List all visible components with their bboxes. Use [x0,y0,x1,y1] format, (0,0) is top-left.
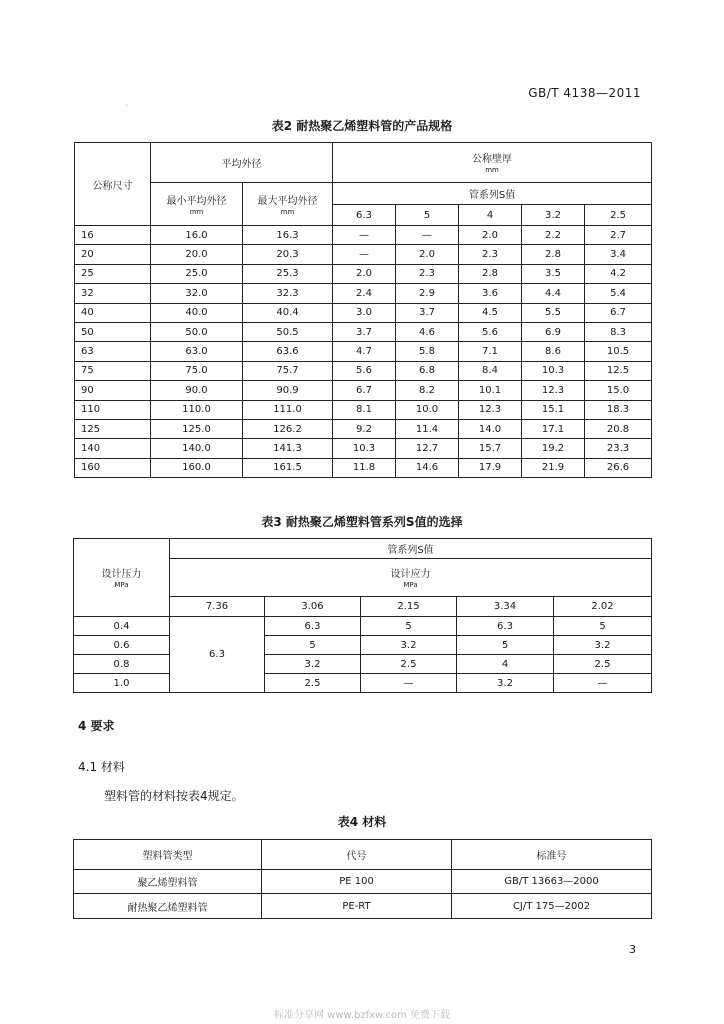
table2-cell: 12.3 [522,381,585,400]
table2-cell: 63.6 [243,342,333,361]
table2-header-min-od [151,183,243,226]
table3-stress-cell: 3.34 [457,597,554,617]
table3-cell: 6.3 [265,617,361,636]
table2-cell: 3.5 [522,264,585,283]
table2-cell: — [333,245,396,264]
table2-cell: 6.8 [396,361,459,380]
table2-cell: 8.6 [522,342,585,361]
table2-cell: 126.2 [243,419,333,438]
table2-cell: 32.3 [243,284,333,303]
table2-cell: 50.0 [151,322,243,341]
table2-cell: 15.0 [585,381,652,400]
table2-cell: 4.6 [396,322,459,341]
table2-cell: 21.9 [522,458,585,477]
table2-nominal-cell: 110 [75,400,151,419]
table2-cell: 17.1 [522,419,585,438]
table4-cell: PE 100 [262,870,452,894]
table2-nominal-cell: 125 [75,419,151,438]
table2-cell: 3.4 [585,245,652,264]
table2-header-max-od-unit: mm [280,207,295,216]
table2-cell: 75.7 [243,361,333,380]
table3-header-design-pressure-label: 设计压力 [101,569,142,580]
table2-row [75,303,652,322]
table2-nominal-cell: 40 [75,303,151,322]
table2-header-min-od-label: 最小平均外径 [166,195,227,207]
table2-cell: 63.0 [151,342,243,361]
table2-cell: 140.0 [151,439,243,458]
table2-cell: 5.6 [333,361,396,380]
table3-cell: 2.5 [361,655,457,674]
table3-header-design-stress [170,559,652,597]
table3-cell: 3.2 [361,636,457,655]
table2-nominal-cell: 32 [75,284,151,303]
table2-header-max-od [243,183,333,226]
table2-cell: 2.0 [333,264,396,283]
table2-cell: 15.7 [459,439,522,458]
table2-cell: 2.0 [459,226,522,245]
table2-cell: 50.5 [243,322,333,341]
table2-cell: 25.0 [151,264,243,283]
table2-cell: 8.1 [333,400,396,419]
table3-stress-cell: 3.06 [265,597,361,617]
table2-row [75,264,652,283]
table3-cell: 2.5 [554,655,652,674]
table2-cell: 2.4 [333,284,396,303]
table2-header-wall [333,143,652,183]
table2-cell: 10.0 [396,400,459,419]
table2-cell: 12.5 [585,361,652,380]
table3-cell: 2.5 [265,674,361,693]
table2-cell: 10.5 [585,342,652,361]
table3-merged-cell: 6.3 [170,617,265,693]
table2-header-min-od-unit: mm [189,207,204,216]
table3-stress-cell: 2.02 [554,597,652,617]
table2-nominal-cell: 63 [75,342,151,361]
table2-series-cell: 5 [396,205,459,226]
table2-row [75,419,652,438]
table2-cell: 2.8 [459,264,522,283]
table2-cell: 111.0 [243,400,333,419]
table4-header: 代号 [262,840,452,870]
table3-header-design-pressure [74,539,170,617]
table2-cell: 6.7 [333,381,396,400]
table2-cell: — [396,226,459,245]
table3-header-design-stress-label: 设计应力 [390,569,431,580]
table3-cell: — [554,674,652,693]
table2-cell: 4.4 [522,284,585,303]
table2-row [75,381,652,400]
table2-cell: 20.3 [243,245,333,264]
table2-cell: 2.9 [396,284,459,303]
table2-cell: 19.2 [522,439,585,458]
table2-cell: 141.3 [243,439,333,458]
table2-nominal-cell: 16 [75,226,151,245]
section-4-1-title: 4.1 材料 [78,760,125,774]
table2-cell: 18.3 [585,400,652,419]
table2-nominal-cell: 140 [75,439,151,458]
table3-cell: — [361,674,457,693]
table2-cell: 8.4 [459,361,522,380]
table3-pressure-cell: 0.4 [74,617,170,636]
table2-cell: 16.0 [151,226,243,245]
table2-row [75,226,652,245]
table2-header-series: 管系列S值 [333,183,652,205]
table3-cell: 5 [361,617,457,636]
table2-cell: 3.7 [333,322,396,341]
section-4-title: 4 要求 [78,719,115,733]
table2-cell: 5.5 [522,303,585,322]
table2-cell: 2.0 [396,245,459,264]
table4-cell: 聚乙烯塑料管 [74,870,262,894]
table2-cell: 6.9 [522,322,585,341]
table2-cell: 40.0 [151,303,243,322]
table2-row [75,322,652,341]
table2-series-cell: 6.3 [333,205,396,226]
table2-cell: 7.1 [459,342,522,361]
table2-caption: 表2 耐热聚乙烯塑料管的产品规格 [271,119,453,133]
table2-cell: 20.8 [585,419,652,438]
scan-speck: ˋ [125,104,129,113]
table2-row [75,361,652,380]
table2-series-cell: 3.2 [522,205,585,226]
table4-cell: PE-RT [262,894,452,919]
table2-cell: 2.3 [459,245,522,264]
table2-cell: 5.6 [459,322,522,341]
table2-cell: 8.3 [585,322,652,341]
table2-cell: 90.0 [151,381,243,400]
table2-cell: 16.3 [243,226,333,245]
table2-row [75,245,652,264]
table2-cell: 2.3 [396,264,459,283]
footer-watermark: 标准分享网 www.bzfxw.com 免费下载 [274,1010,450,1021]
table2-series-cell: 2.5 [585,205,652,226]
table4-cell: GB/T 13663—2000 [452,870,652,894]
table2-cell: 6.7 [585,303,652,322]
table2-cell: — [333,226,396,245]
table2-nominal-cell: 50 [75,322,151,341]
table4-cell: CJ/T 175—2002 [452,894,652,919]
table2-header-wall-unit: mm [485,166,499,174]
table2-header-nominal: 公称尺寸 [75,143,151,226]
table2-header-wall-label: 公称壁厚 [472,154,513,165]
table2 [74,142,652,478]
table2-row [75,458,652,477]
table2-row [75,284,652,303]
table4-header: 标准号 [452,840,652,870]
table2-cell: 2.7 [585,226,652,245]
table3-stress-cell: 2.15 [361,597,457,617]
table2-cell: 125.0 [151,419,243,438]
table2-cell: 4.2 [585,264,652,283]
table2-cell: 2.2 [522,226,585,245]
table2-cell: 10.3 [522,361,585,380]
table3-cell: 3.2 [265,655,361,674]
table2-series-cell: 4 [459,205,522,226]
table2-nominal-cell: 25 [75,264,151,283]
table2-row [75,342,652,361]
table2-nominal-cell: 160 [75,458,151,477]
table2-row [75,439,652,458]
table2-cell: 25.3 [243,264,333,283]
table2-cell: 17.9 [459,458,522,477]
table2-cell: 161.5 [243,458,333,477]
table2-cell: 26.6 [585,458,652,477]
table2-cell: 9.2 [333,419,396,438]
table2-cell: 75.0 [151,361,243,380]
table2-header-max-od-label: 最大平均外径 [257,195,318,207]
table3-pressure-cell: 0.6 [74,636,170,655]
table2-cell: 11.4 [396,419,459,438]
table3-stress-cell: 7.36 [170,597,265,617]
table3 [73,538,652,693]
table3-pressure-cell: 0.8 [74,655,170,674]
table3-cell: 5 [457,636,554,655]
table2-cell: 12.7 [396,439,459,458]
table2-cell: 3.6 [459,284,522,303]
table3-cell: 3.2 [554,636,652,655]
table2-cell: 15.1 [522,400,585,419]
table4-cell: 耐热聚乙烯塑料管 [74,894,262,919]
table3-header-design-pressure-unit: MPa [114,581,129,589]
table2-cell: 14.0 [459,419,522,438]
table2-cell: 110.0 [151,400,243,419]
table4-header: 塑料管类型 [74,840,262,870]
table3-cell: 3.2 [457,674,554,693]
table4-caption: 表4 材料 [337,815,387,829]
table2-header-avg-od: 平均外径 [151,143,333,183]
table2-cell: 3.0 [333,303,396,322]
table3-cell: 4 [457,655,554,674]
table2-cell: 32.0 [151,284,243,303]
table3-header-series: 管系列S值 [170,539,652,559]
table3-header-design-stress-unit: MPa [403,581,418,589]
table2-row [75,400,652,419]
table2-cell: 10.3 [333,439,396,458]
table2-cell: 90.9 [243,381,333,400]
table2-cell: 8.2 [396,381,459,400]
table2-nominal-cell: 90 [75,381,151,400]
table2-body [75,226,652,478]
table3-caption: 表3 耐热聚乙烯塑料管系列S值的选择 [261,515,463,529]
table3-cell: 5 [265,636,361,655]
section-4-1-text: 塑料管的材料按表4规定。 [104,789,244,803]
table2-cell: 3.7 [396,303,459,322]
table3-pressure-cell: 1.0 [74,674,170,693]
table4 [73,839,652,919]
table2-cell: 4.7 [333,342,396,361]
table2-cell: 11.8 [333,458,396,477]
table2-cell: 5.8 [396,342,459,361]
table2-cell: 12.3 [459,400,522,419]
table3-cell: 6.3 [457,617,554,636]
page-number: 3 [629,943,636,956]
table2-cell: 23.3 [585,439,652,458]
table2-cell: 5.4 [585,284,652,303]
table2-nominal-cell: 20 [75,245,151,264]
table2-cell: 2.8 [522,245,585,264]
table2-cell: 14.6 [396,458,459,477]
table2-cell: 20.0 [151,245,243,264]
table2-nominal-cell: 75 [75,361,151,380]
table2-cell: 10.1 [459,381,522,400]
table3-cell: 5 [554,617,652,636]
standard-number: GB/T 4138—2011 [528,86,641,100]
table2-cell: 4.5 [459,303,522,322]
table2-cell: 40.4 [243,303,333,322]
table2-cell: 160.0 [151,458,243,477]
